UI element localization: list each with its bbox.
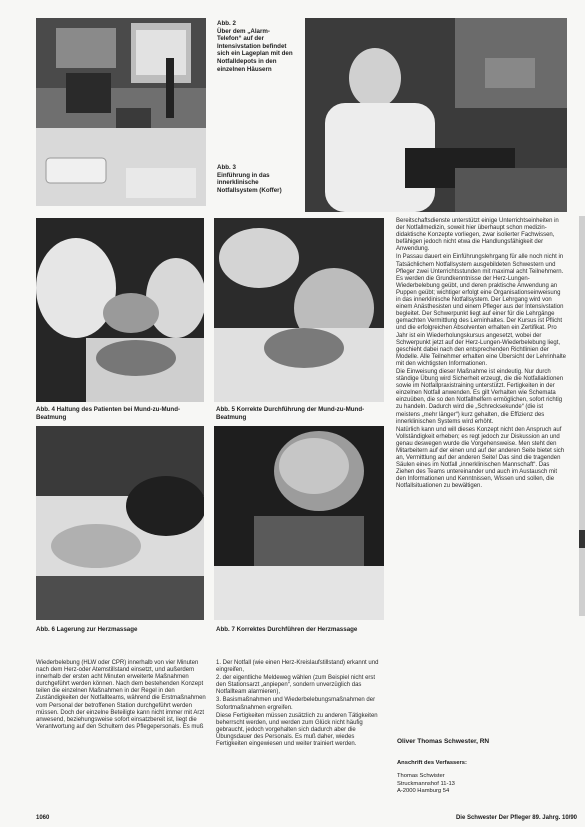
step-1: 1. Der Notfall (wie einen Herz-Kreislaufstillstand) erkannt und eingreifen, <box>216 660 379 674</box>
address-line-3: A-2000 Hamburg 54 <box>397 788 450 795</box>
skills-paragraph: Diese Fertigkeiten müssen zusätzlich zu anderen Tätigkeiten beherrscht werden, und werden zum Glück nicht häufig gebraucht, jedoch vorgehalten sich dadurch aber die Übungsdauer des Personals. Es muß daher, wiedes Fertigkeiten eingewiesen und weiter trainiert werden. <box>216 712 378 748</box>
address-line-1: Thomas Schwister <box>397 773 445 780</box>
address-line-2: Struckmannshof 11-13 <box>397 780 455 787</box>
caption-fig3-label: Abb. 3 <box>217 164 236 171</box>
photo-emergency-case-introduction <box>305 18 567 212</box>
right-column-text <box>396 218 566 491</box>
author-name: Oliver Thomas Schwester, RN <box>397 738 490 745</box>
caption-fig5-label: Abb. 5 <box>216 406 235 413</box>
caption-fig6 <box>36 626 206 634</box>
caption-fig2 <box>217 20 293 73</box>
step-2: 2. der eigentliche Meldeweg wählen (zum Beispiel nicht erst den Stationsarzt „anpiepen“, sondern unverzüglich das Notfallteam alarmieren), <box>216 675 376 696</box>
caption-fig7-label: Abb. 7 <box>216 626 235 633</box>
photo-alarm-telephone <box>36 18 206 206</box>
photo-heart-massage-position <box>36 426 204 620</box>
bottom-left-paragraph: Wiederbelebung (HLW oder CPR) innerhalb von vier Minuten nach dem Herz-oder Atemstillstand einsetzt, und außerdem innerhalb der ersten acht Minuten erweiterte Maßnahmen durchgeführt werden können. Nach dem bestehenden Konzept teilen die einzelnen Maßnahmen in der Regel in den Zuständigkeiten der Notfallteams, während die Erstmaßnahmen vom Personal der betroffenen Station durchgeführt werden müssen. Doch der einzelne Beteiligte kann nicht immer mit Arzt anwesend, beziehungsweise sofort einsatzbereit ist, liegt die Verantwortung auf den Schultern des Pflegepersonals. Es muß <box>36 660 206 730</box>
step-3: 3. Basismaßnahmen und Wiederbelebungsmaßnahmen der Sofortmaßnahmen ergreifen. <box>216 697 376 711</box>
caption-fig6-text: Lagerung zur Herzmassage <box>56 626 138 633</box>
right-paragraph-2: In Passau dauert ein Einführungslehrgang für alle noch nicht in Tatsächlichem Notfallsystem ausgebildeten Schwestern und Pfleger zwei Unterrichtsstunden mit maximal acht Teilnehmern. Es werden die Grundkenntnisse der Herz-Lungen-Wiederbelebung geübt, und deren praktische Anwendung an Puppen geübt; wichtiger erfolgt eine Organisationseinweisung in das innerklinische Notfallsystem. Der Lehrgang wird von einem Anästhesisten und einem Pfleger aus der Intensivstation begleitet. Der Schwerpunkt liegt auf einer für die Lehrgänge gemachten Vermittlung des Lerninhaltes. Der Kursus ist Pflicht und die erfolgreichen Absolventen erhalten ein Zertifikat. Pro Jahr ist ein Wiederholungskursus angesetzt, wobei der Schwerpunkt jetzt auf der Herz-Lungen-Wiederbelebung liegt, geschieht dabei nach den entsprechenden Richtlinien der Modelle. Alle Teilnehmer erhalten eine Übersicht der Lehrinhalte mit den wichtigsten Informationen. <box>396 254 566 367</box>
caption-fig3 <box>217 164 299 194</box>
right-paragraph-1: Bereitschaftsdienste unterstützt einige Unterrichtseinheiten in der Notfallmedizin, soweit hier überhaupt schon medizin-didaktische Konzepte vorliegen, zwar isolierter Fachwissen, befähigen jedoch nicht etwa die Handlungsfähigkeit der Anwendung. <box>396 218 559 253</box>
author-address <box>397 760 567 796</box>
scan-edge <box>579 216 585 616</box>
caption-fig2-text: Über dem „Alarm-Telefon“ auf der Intensivstation befindet sich ein Lageplan mit den Notfalldepots in den einzelnen Häusern <box>217 27 293 73</box>
journal-footer: Die Schwester Der Pfleger 89. Jahrg. 10/90 <box>455 815 577 821</box>
page-number: 1060 <box>36 815 50 821</box>
caption-fig4-text: Haltung des Patienten bei Mund-zu-Mund-Beatmung <box>36 406 181 421</box>
caption-fig3-text: Einführung in das innerklinische Notfallsystem (Koffer) <box>217 171 282 194</box>
photo-heart-massage <box>214 426 384 620</box>
photo-patient-position <box>36 218 204 402</box>
bottom-left-text <box>36 660 206 731</box>
caption-fig7 <box>216 626 384 634</box>
photo-mouth-to-mouth <box>214 218 384 402</box>
caption-fig6-label: Abb. 6 <box>36 626 55 633</box>
caption-fig4-label: Abb. 4 <box>36 406 55 413</box>
right-paragraph-4: Natürlich kann und will dieses Konzept nicht den Anspruch auf Vollständigkeit erheben; es regt jedoch zur Diskussion an und genau deswegen wurde die Vorgehensweise. Men steht den Mitarbeitern auf der einen und auf der anderen Seite bietet sich an, Vermittlung auf der anderen Seite! Das sind die tragenden Säulen eines im Notfall „innerklinischen Mannschaft“. Das Ziehen des Teams untereinander und auch im Austausch mit den Informationen und Kenntnissen, Wissen und sollen, die Notfallsituationen zu bewältigen. <box>396 426 565 490</box>
caption-fig2-label: Abb. 2 <box>217 20 236 27</box>
caption-fig7-text: Korrektes Durchführen der Herzmassage <box>236 626 358 633</box>
address-label: Anschrift des Verfassers: <box>397 760 467 766</box>
caption-fig5 <box>216 406 386 421</box>
caption-fig4 <box>36 406 206 421</box>
bottom-middle-text <box>216 660 386 749</box>
right-paragraph-3: Die Einweisung dieser Maßnahme ist eindeutig. Nur durch ständige Übung wird Sicherheit erzeugt, die die Notfallaktionen sowie im Notfallpraxistraining unterstützt. Fertigkeiten in der einzelnen Notfall anwenden. Es gilt Verhalten wie Schemata einzuüben, die so den Notfallhelfern ermöglichen, sofort richtig zu handeln. Dadurch wird die „Schrecksekunde“ (die ist meistens „mehr länger“) kurz gehalten, die Effizienz des innerklinischen Systems wird erhöht. <box>396 368 564 425</box>
caption-fig5-text: Korrekte Durchführung der Mund-zu-Mund-Beatmung <box>216 406 365 421</box>
scan-edge-mark <box>579 530 585 548</box>
